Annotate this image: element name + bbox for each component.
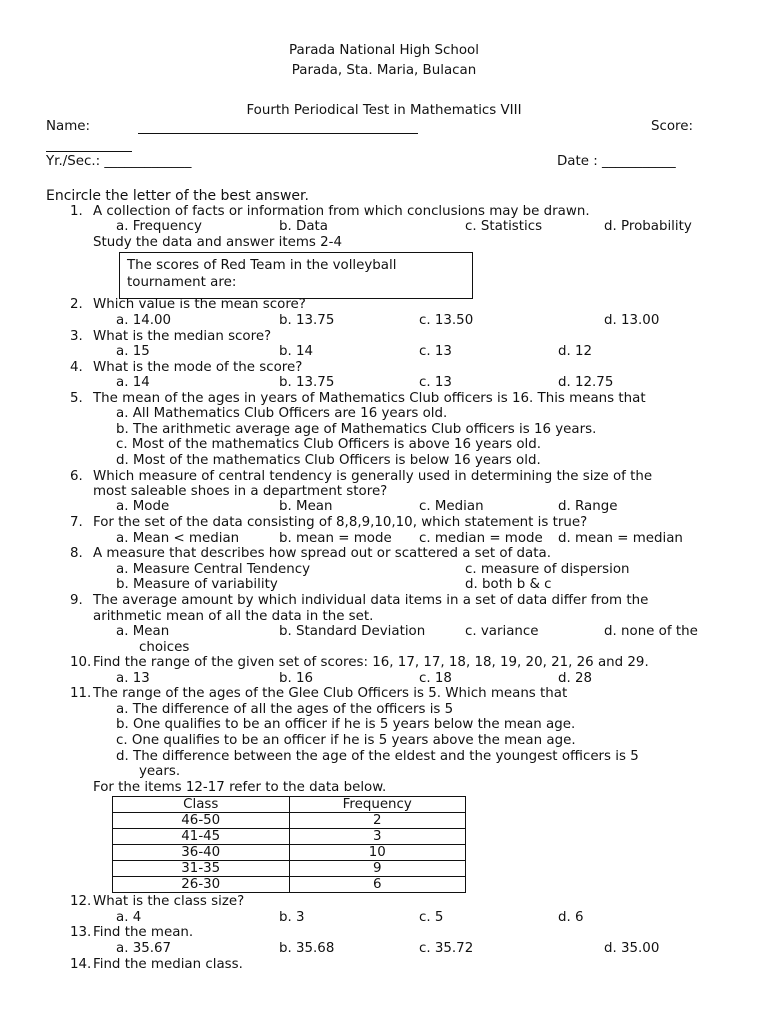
choice-d: d. none of the	[604, 624, 698, 639]
choice-a: a. Mode	[116, 499, 170, 514]
choice-b: b. 13.75	[279, 375, 335, 390]
choice-d: d. 35.00	[604, 941, 660, 956]
choice-a: a. 15	[116, 344, 150, 359]
choice-c: c. Statistics	[465, 219, 543, 234]
choice-b: b. One qualifies to be an officer if he is 5 years below the mean age.	[116, 717, 576, 732]
question-number: 5.	[70, 391, 83, 406]
class-cell: 31-35	[113, 861, 290, 877]
choice-c: c. 13.50	[419, 313, 474, 328]
score-blank	[46, 151, 132, 152]
choice-c: c. measure of dispersion	[465, 562, 630, 577]
instructions: Encircle the letter of the best answer.	[46, 188, 309, 204]
choice-a: a. 4	[116, 910, 142, 925]
choice-c: c. Median	[419, 499, 484, 514]
question-number: 12.	[70, 894, 92, 909]
box-line: The scores of Red Team in the volleyball	[127, 258, 397, 273]
question-number: 8.	[70, 546, 83, 561]
table-row	[113, 845, 466, 861]
question-text: For the set of the data consisting of 8,8,9,10,10, which statement is true?	[93, 515, 588, 530]
choice-d: d. both b & c	[465, 577, 552, 592]
choice-d: d. Probability	[604, 219, 692, 234]
frequency-cell: 3	[289, 829, 466, 845]
question-text: Which value is the mean score?	[93, 297, 306, 312]
choice-d-continued: years.	[139, 764, 181, 779]
choice-b: b. 14	[279, 344, 314, 359]
question-text: The average amount by which individual data items in a set of data differ from the	[93, 593, 649, 608]
question-number: 3.	[70, 329, 83, 344]
choice-d: d. The difference between the age of the eldest and the youngest officers is 5	[116, 749, 639, 764]
box-line: tournament are:	[127, 275, 237, 290]
question-number: 13.	[70, 925, 92, 940]
table-row	[113, 861, 466, 877]
date-label: Date : ___________	[557, 154, 676, 169]
table-row	[113, 813, 466, 829]
question-number: 14.	[70, 957, 92, 972]
choice-a: a. 35.67	[116, 941, 172, 956]
choice-b: b. 3	[279, 910, 305, 925]
choice-a: a. Mean < median	[116, 531, 240, 546]
choice-b: b. The arithmetic average age of Mathematics Club officers is 16 years.	[116, 422, 597, 437]
choice-d: d. 12.75	[558, 375, 614, 390]
question-text: A collection of facts or information from which conclusions may be drawn.	[93, 204, 590, 219]
table-row	[113, 877, 466, 893]
question-text: The range of the ages of the Glee Club Officers is 5. Which means that	[93, 686, 568, 701]
question-text: What is the class size?	[93, 894, 245, 909]
test-title: Fourth Periodical Test in Mathematics VIII	[246, 103, 522, 118]
frequency-cell: 9	[289, 861, 466, 877]
choice-c: c. median = mode	[419, 531, 543, 546]
choice-b: b. Standard Deviation	[279, 624, 426, 639]
question-number: 7.	[70, 515, 83, 530]
question-number: 10.	[70, 655, 92, 670]
question-text: arithmetic mean of all the data in the set.	[93, 609, 374, 624]
choice-a: a. 13	[116, 671, 150, 686]
school-address: Parada, Sta. Maria, Bulacan	[291, 63, 477, 78]
choice-d-continued: choices	[139, 640, 190, 655]
study-instruction: Study the data and answer items 2-4	[93, 235, 342, 250]
choice-d: d. mean = median	[558, 531, 683, 546]
choice-a: a. The difference of all the ages of the officers is 5	[116, 702, 454, 717]
choice-b: b. Data	[279, 219, 328, 234]
question-text: A measure that describes how spread out or scattered a set of data.	[93, 546, 551, 561]
question-number: 6.	[70, 469, 83, 484]
choice-c: c. 18	[419, 671, 452, 686]
question-number: 1.	[70, 204, 83, 219]
choice-a: a. Mean	[116, 624, 170, 639]
choice-b: b. 13.75	[279, 313, 335, 328]
class-cell: 41-45	[113, 829, 290, 845]
question-number: 2.	[70, 297, 83, 312]
question-text: What is the median score?	[93, 329, 272, 344]
choice-d: d. 6	[558, 910, 584, 925]
name-blank	[138, 133, 418, 134]
question-number: 4.	[70, 360, 83, 375]
choice-d: d. Range	[558, 499, 618, 514]
question-text: most saleable shoes in a department store?	[93, 484, 388, 499]
choice-d: d. Most of the mathematics Club Officers is below 16 years old.	[116, 453, 541, 468]
choice-c: c. variance	[465, 624, 539, 639]
choice-b: b. 35.68	[279, 941, 335, 956]
choice-b: b. Mean	[279, 499, 333, 514]
question-text: Find the median class.	[93, 957, 243, 972]
class-cell: 46-50	[113, 813, 290, 829]
choice-b: b. mean = mode	[279, 531, 392, 546]
choice-a: a. Frequency	[116, 219, 202, 234]
choice-c: c. One qualifies to be an officer if he is 5 years above the mean age.	[116, 733, 576, 748]
question-text: The mean of the ages in years of Mathematics Club officers is 16. This means that	[93, 391, 646, 406]
choice-d: d. 12	[558, 344, 593, 359]
class-cell: 26-30	[113, 877, 290, 893]
choice-c: c. 5	[419, 910, 444, 925]
choice-a: a. 14.00	[116, 313, 172, 328]
choice-c: c. 13	[419, 375, 452, 390]
choice-d: d. 28	[558, 671, 593, 686]
class-cell: 36-40	[113, 845, 290, 861]
score-label: Score:	[651, 119, 694, 134]
question-text: Which measure of central tendency is generally used in determining the size of the	[93, 469, 653, 484]
name-label: Name:	[46, 119, 91, 134]
choice-d: d. 13.00	[604, 313, 660, 328]
choice-b: b. Measure of variability	[116, 577, 278, 592]
choice-a: a. 14	[116, 375, 150, 390]
choice-b: b. 16	[279, 671, 314, 686]
question-text: Find the mean.	[93, 925, 194, 940]
question-text: Find the range of the given set of scores: 16, 17, 17, 18, 18, 19, 20, 21, 26 and 29.	[93, 655, 649, 670]
column-header: Frequency	[289, 797, 466, 813]
frequency-cell: 10	[289, 845, 466, 861]
question-number: 11.	[70, 686, 92, 701]
table-row	[113, 829, 466, 845]
scores-box	[119, 252, 473, 299]
frequency-cell: 6	[289, 877, 466, 893]
school-name: Parada National High School	[289, 43, 479, 58]
question-number: 9.	[70, 593, 83, 608]
choice-a: a. Measure Central Tendency	[116, 562, 311, 577]
yrsec-label: Yr./Sec.: _____________	[46, 154, 192, 169]
frequency-cell: 2	[289, 813, 466, 829]
column-header: Class	[113, 797, 290, 813]
choice-c: c. Most of the mathematics Club Officers is above 16 years old.	[116, 437, 542, 452]
table-intro: For the items 12-17 refer to the data below.	[93, 780, 387, 795]
choice-c: c. 13	[419, 344, 452, 359]
table-header-row	[113, 797, 466, 813]
choice-a: a. All Mathematics Club Officers are 16 years old.	[116, 406, 448, 421]
frequency-table	[112, 796, 466, 893]
question-text: What is the mode of the score?	[93, 360, 303, 375]
choice-c: c. 35.72	[419, 941, 474, 956]
